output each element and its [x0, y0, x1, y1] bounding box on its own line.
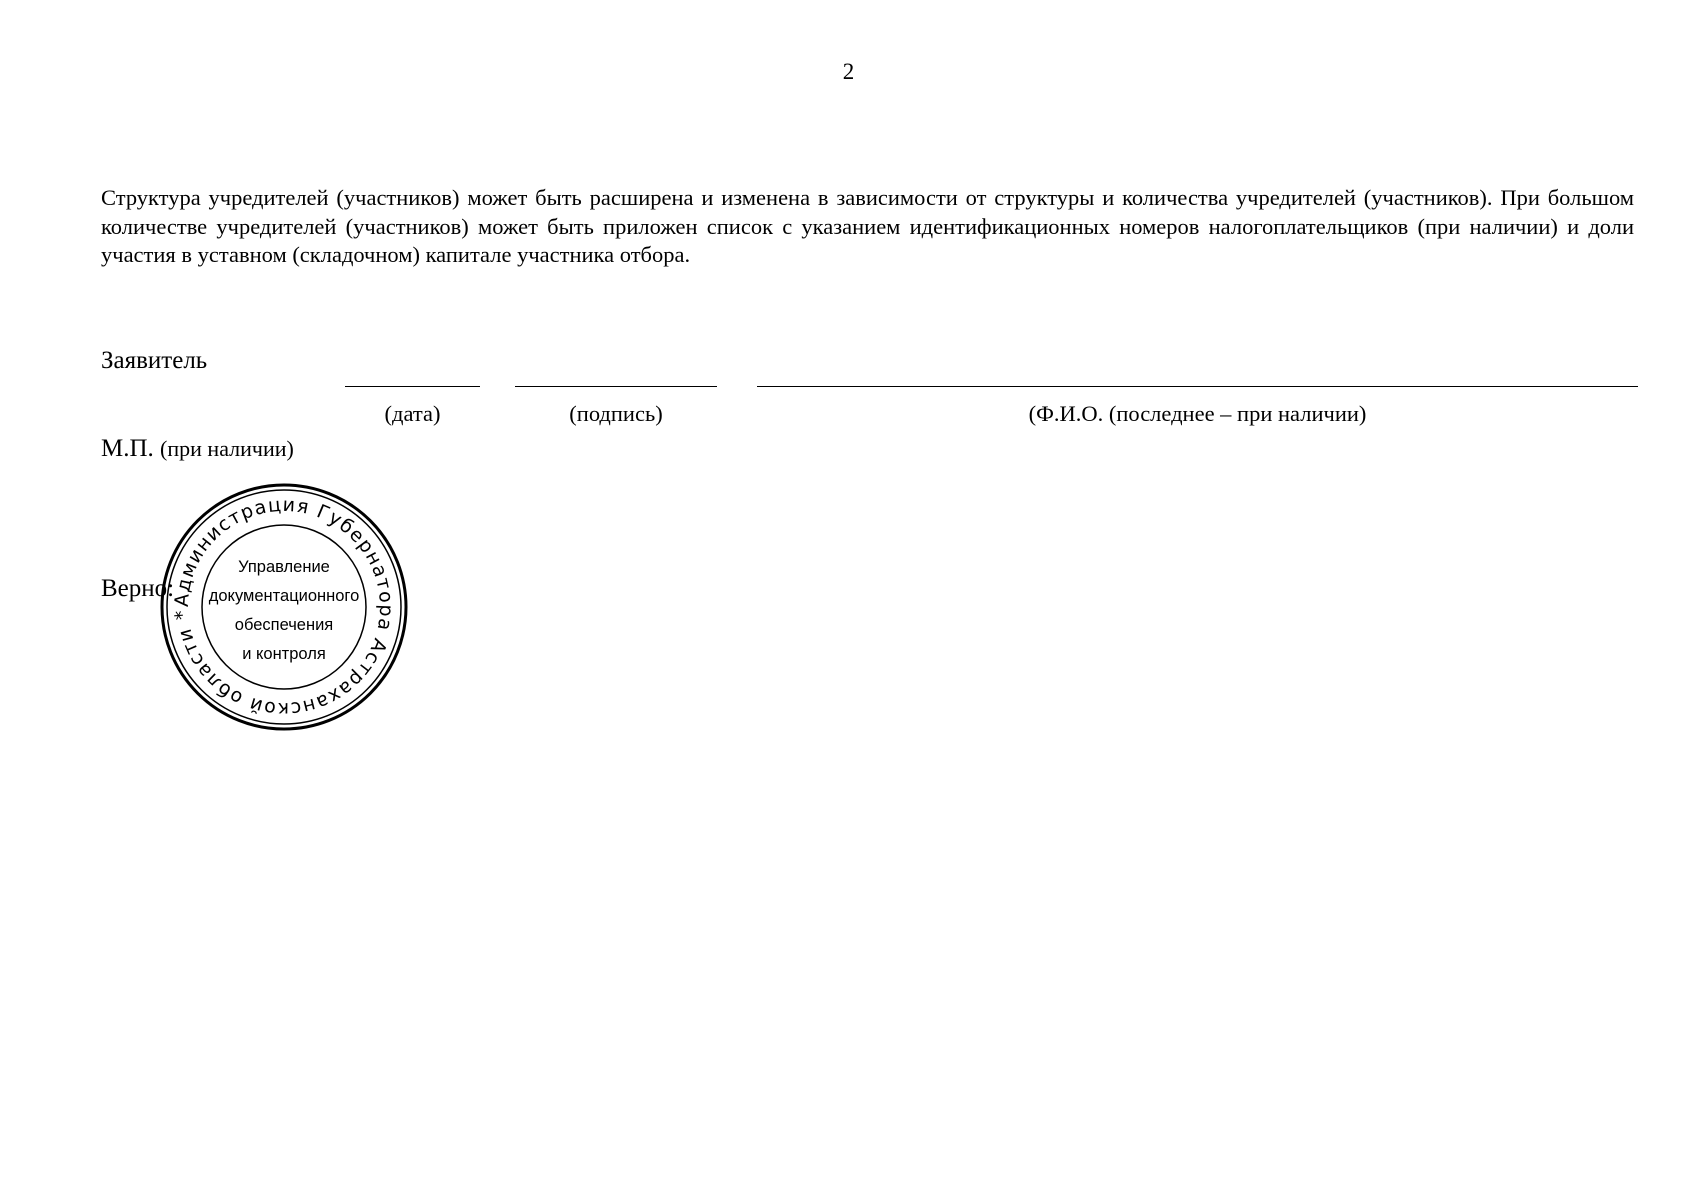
signature-line: [515, 386, 717, 387]
fio-caption: (Ф.И.О. (последнее – при наличии): [1028, 401, 1367, 426]
stamp-outer-ring: [162, 485, 406, 729]
stamp-inner-ring: [202, 525, 366, 689]
stamp-inner-line-2: документационного: [208, 587, 360, 605]
mp-note: (при наличии): [160, 436, 294, 461]
stamp-graphic: [159, 482, 409, 732]
stamp-inner-line-1: Управление: [238, 558, 330, 576]
signature-caption: (подпись): [569, 401, 663, 426]
official-stamp: [159, 482, 409, 732]
verno-label: Верно:: [101, 575, 175, 602]
stamp-inner-line-4: и контроля: [242, 645, 326, 663]
fio-line: [757, 386, 1638, 387]
date-line: [345, 386, 480, 387]
note-paragraph: Структура учредителей (участников) может быть расширена и изменена в зависимости от структуры и количества учредителей (участников). При большом количестве учредителей (участников) может быть приложен список с указанием идентификационных номеров налогоплательщиков (при наличии) и доли участия в уставном (складочном) капитале участника отбора.: [101, 185, 1634, 267]
stamp-inner-line-3: обеспечения: [234, 616, 334, 634]
date-caption: (дата): [384, 401, 441, 426]
stamp-outer-text: Администрация Губернатора Астраханской области *: [170, 493, 398, 721]
mp-abbreviation: М.П.: [101, 435, 154, 462]
page-number: 2: [842, 59, 855, 84]
mp-label: [101, 434, 294, 464]
applicant-label: Заявитель: [101, 347, 208, 374]
